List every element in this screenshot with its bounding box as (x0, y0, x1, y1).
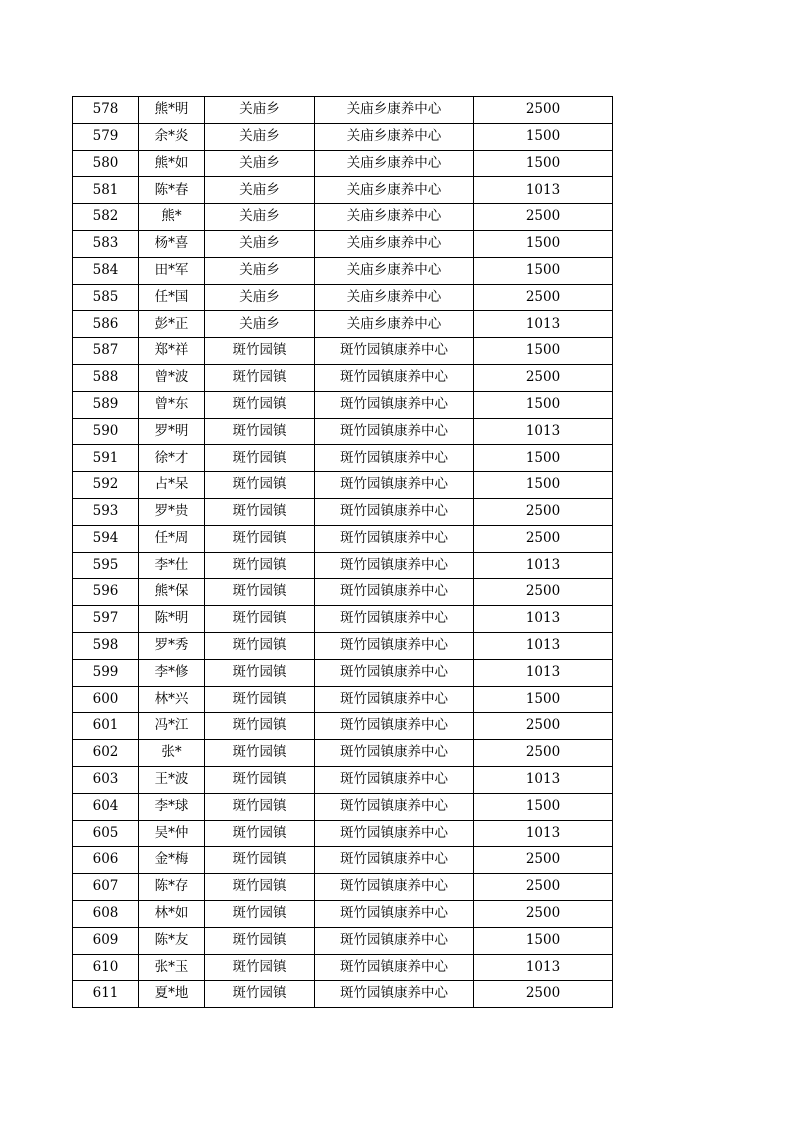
amount-cell: 1013 (474, 632, 613, 659)
town-cell: 斑竹园镇 (205, 364, 315, 391)
amount-cell: 2500 (474, 900, 613, 927)
table-row (73, 498, 613, 525)
row-number-cell: 588 (73, 364, 139, 391)
town-cell: 关庙乡 (205, 257, 315, 284)
care-center-cell: 关庙乡康养中心 (315, 204, 474, 231)
table-row (73, 525, 613, 552)
table-row (73, 123, 613, 150)
person-name-cell: 占*呆 (139, 472, 205, 499)
amount-cell: 2500 (474, 204, 613, 231)
town-cell: 斑竹园镇 (205, 552, 315, 579)
row-number-cell: 584 (73, 257, 139, 284)
person-name-cell: 熊*明 (139, 97, 205, 124)
table-row (73, 713, 613, 740)
care-center-cell: 斑竹园镇康养中心 (315, 552, 474, 579)
person-name-cell: 罗*贵 (139, 498, 205, 525)
amount-cell: 1013 (474, 177, 613, 204)
table-row (73, 632, 613, 659)
row-number-cell: 596 (73, 579, 139, 606)
row-number-cell: 602 (73, 740, 139, 767)
care-center-cell: 斑竹园镇康养中心 (315, 874, 474, 901)
amount-cell: 2500 (474, 713, 613, 740)
table-row (73, 686, 613, 713)
town-cell: 斑竹园镇 (205, 847, 315, 874)
care-center-cell: 斑竹园镇康养中心 (315, 632, 474, 659)
row-number-cell: 590 (73, 418, 139, 445)
amount-cell: 1500 (474, 123, 613, 150)
table-row (73, 740, 613, 767)
care-center-cell: 关庙乡康养中心 (315, 177, 474, 204)
care-center-cell: 斑竹园镇康养中心 (315, 418, 474, 445)
amount-cell: 2500 (474, 740, 613, 767)
row-number-cell: 583 (73, 230, 139, 257)
care-center-cell: 斑竹园镇康养中心 (315, 900, 474, 927)
amount-cell: 2500 (474, 498, 613, 525)
amount-cell: 2500 (474, 364, 613, 391)
amount-cell: 2500 (474, 847, 613, 874)
table-row (73, 659, 613, 686)
amount-cell: 2500 (474, 284, 613, 311)
row-number-cell: 609 (73, 927, 139, 954)
amount-cell: 1013 (474, 311, 613, 338)
care-center-cell: 斑竹园镇康养中心 (315, 498, 474, 525)
table-row (73, 177, 613, 204)
care-center-cell: 斑竹园镇康养中心 (315, 847, 474, 874)
row-number-cell: 585 (73, 284, 139, 311)
town-cell: 关庙乡 (205, 311, 315, 338)
amount-cell: 1500 (474, 391, 613, 418)
table-row (73, 606, 613, 633)
person-name-cell: 王*波 (139, 766, 205, 793)
town-cell: 斑竹园镇 (205, 525, 315, 552)
person-name-cell: 罗*明 (139, 418, 205, 445)
care-center-cell: 关庙乡康养中心 (315, 257, 474, 284)
care-center-cell: 关庙乡康养中心 (315, 230, 474, 257)
row-number-cell: 592 (73, 472, 139, 499)
town-cell: 斑竹园镇 (205, 338, 315, 365)
table-row (73, 338, 613, 365)
data-table (72, 96, 613, 1008)
town-cell: 斑竹园镇 (205, 498, 315, 525)
care-center-cell: 斑竹园镇康养中心 (315, 820, 474, 847)
table-row (73, 230, 613, 257)
person-name-cell: 张*玉 (139, 954, 205, 981)
care-center-cell: 斑竹园镇康养中心 (315, 606, 474, 633)
table-row (73, 579, 613, 606)
care-center-cell: 关庙乡康养中心 (315, 284, 474, 311)
table-row (73, 257, 613, 284)
row-number-cell: 604 (73, 793, 139, 820)
row-number-cell: 586 (73, 311, 139, 338)
amount-cell: 2500 (474, 97, 613, 124)
town-cell: 关庙乡 (205, 97, 315, 124)
row-number-cell: 600 (73, 686, 139, 713)
person-name-cell: 任*国 (139, 284, 205, 311)
person-name-cell: 郑*祥 (139, 338, 205, 365)
table-row (73, 311, 613, 338)
table-row (73, 820, 613, 847)
care-center-cell: 斑竹园镇康养中心 (315, 981, 474, 1008)
amount-cell: 1500 (474, 257, 613, 284)
table-row (73, 766, 613, 793)
table-row (73, 364, 613, 391)
person-name-cell: 陈*存 (139, 874, 205, 901)
amount-cell: 1500 (474, 338, 613, 365)
table-row (73, 472, 613, 499)
care-center-cell: 斑竹园镇康养中心 (315, 927, 474, 954)
care-center-cell: 斑竹园镇康养中心 (315, 954, 474, 981)
amount-cell: 2500 (474, 525, 613, 552)
row-number-cell: 607 (73, 874, 139, 901)
person-name-cell: 陈*明 (139, 606, 205, 633)
town-cell: 斑竹园镇 (205, 927, 315, 954)
amount-cell: 1500 (474, 472, 613, 499)
care-center-cell: 斑竹园镇康养中心 (315, 713, 474, 740)
row-number-cell: 579 (73, 123, 139, 150)
person-name-cell: 曾*东 (139, 391, 205, 418)
person-name-cell: 熊* (139, 204, 205, 231)
amount-cell: 2500 (474, 579, 613, 606)
row-number-cell: 593 (73, 498, 139, 525)
care-center-cell: 斑竹园镇康养中心 (315, 364, 474, 391)
row-number-cell: 587 (73, 338, 139, 365)
table-row (73, 847, 613, 874)
amount-cell: 2500 (474, 981, 613, 1008)
person-name-cell: 彭*正 (139, 311, 205, 338)
town-cell: 斑竹园镇 (205, 686, 315, 713)
amount-cell: 1500 (474, 230, 613, 257)
town-cell: 斑竹园镇 (205, 418, 315, 445)
town-cell: 斑竹园镇 (205, 659, 315, 686)
person-name-cell: 林*兴 (139, 686, 205, 713)
table-row (73, 391, 613, 418)
table-row (73, 445, 613, 472)
row-number-cell: 580 (73, 150, 139, 177)
row-number-cell: 608 (73, 900, 139, 927)
person-name-cell: 夏*地 (139, 981, 205, 1008)
care-center-cell: 关庙乡康养中心 (315, 97, 474, 124)
town-cell: 关庙乡 (205, 230, 315, 257)
table-row (73, 418, 613, 445)
table-row (73, 793, 613, 820)
care-center-cell: 斑竹园镇康养中心 (315, 391, 474, 418)
amount-cell: 1013 (474, 820, 613, 847)
row-number-cell: 589 (73, 391, 139, 418)
care-center-cell: 斑竹园镇康养中心 (315, 338, 474, 365)
town-cell: 斑竹园镇 (205, 981, 315, 1008)
care-center-cell: 关庙乡康养中心 (315, 311, 474, 338)
care-center-cell: 斑竹园镇康养中心 (315, 686, 474, 713)
amount-cell: 1500 (474, 445, 613, 472)
care-center-cell: 斑竹园镇康养中心 (315, 472, 474, 499)
person-name-cell: 金*梅 (139, 847, 205, 874)
row-number-cell: 598 (73, 632, 139, 659)
amount-cell: 1500 (474, 150, 613, 177)
person-name-cell: 任*周 (139, 525, 205, 552)
row-number-cell: 595 (73, 552, 139, 579)
care-center-cell: 关庙乡康养中心 (315, 123, 474, 150)
person-name-cell: 陈*友 (139, 927, 205, 954)
amount-cell: 1013 (474, 954, 613, 981)
table-row (73, 954, 613, 981)
care-center-cell: 关庙乡康养中心 (315, 150, 474, 177)
town-cell: 斑竹园镇 (205, 793, 315, 820)
amount-cell: 1013 (474, 418, 613, 445)
town-cell: 斑竹园镇 (205, 820, 315, 847)
row-number-cell: 601 (73, 713, 139, 740)
town-cell: 关庙乡 (205, 204, 315, 231)
row-number-cell: 581 (73, 177, 139, 204)
row-number-cell: 603 (73, 766, 139, 793)
person-name-cell: 杨*喜 (139, 230, 205, 257)
person-name-cell: 李*修 (139, 659, 205, 686)
town-cell: 斑竹园镇 (205, 391, 315, 418)
table-row (73, 284, 613, 311)
row-number-cell: 578 (73, 97, 139, 124)
person-name-cell: 熊*保 (139, 579, 205, 606)
amount-cell: 1013 (474, 766, 613, 793)
town-cell: 斑竹园镇 (205, 740, 315, 767)
person-name-cell: 余*炎 (139, 123, 205, 150)
town-cell: 关庙乡 (205, 123, 315, 150)
table-row (73, 97, 613, 124)
row-number-cell: 582 (73, 204, 139, 231)
table-row (73, 204, 613, 231)
person-name-cell: 熊*如 (139, 150, 205, 177)
care-center-cell: 斑竹园镇康养中心 (315, 525, 474, 552)
amount-cell: 1013 (474, 659, 613, 686)
person-name-cell: 吴*仲 (139, 820, 205, 847)
care-center-cell: 斑竹园镇康养中心 (315, 766, 474, 793)
town-cell: 斑竹园镇 (205, 579, 315, 606)
care-center-cell: 斑竹园镇康养中心 (315, 445, 474, 472)
care-center-cell: 斑竹园镇康养中心 (315, 793, 474, 820)
town-cell: 斑竹园镇 (205, 632, 315, 659)
town-cell: 斑竹园镇 (205, 472, 315, 499)
person-name-cell: 李*仕 (139, 552, 205, 579)
amount-cell: 1500 (474, 793, 613, 820)
row-number-cell: 591 (73, 445, 139, 472)
table-row (73, 927, 613, 954)
row-number-cell: 597 (73, 606, 139, 633)
amount-cell: 1013 (474, 552, 613, 579)
person-name-cell: 田*军 (139, 257, 205, 284)
amount-cell: 1500 (474, 927, 613, 954)
care-center-cell: 斑竹园镇康养中心 (315, 579, 474, 606)
town-cell: 关庙乡 (205, 284, 315, 311)
table-row (73, 552, 613, 579)
person-name-cell: 徐*才 (139, 445, 205, 472)
row-number-cell: 605 (73, 820, 139, 847)
town-cell: 斑竹园镇 (205, 606, 315, 633)
amount-cell: 1500 (474, 686, 613, 713)
row-number-cell: 610 (73, 954, 139, 981)
person-name-cell: 陈*春 (139, 177, 205, 204)
town-cell: 斑竹园镇 (205, 900, 315, 927)
person-name-cell: 林*如 (139, 900, 205, 927)
care-center-cell: 斑竹园镇康养中心 (315, 659, 474, 686)
person-name-cell: 冯*江 (139, 713, 205, 740)
table-row (73, 900, 613, 927)
town-cell: 斑竹园镇 (205, 713, 315, 740)
town-cell: 斑竹园镇 (205, 445, 315, 472)
row-number-cell: 606 (73, 847, 139, 874)
person-name-cell: 曾*波 (139, 364, 205, 391)
table-row (73, 981, 613, 1008)
row-number-cell: 611 (73, 981, 139, 1008)
row-number-cell: 599 (73, 659, 139, 686)
town-cell: 斑竹园镇 (205, 954, 315, 981)
person-name-cell: 张* (139, 740, 205, 767)
town-cell: 关庙乡 (205, 177, 315, 204)
row-number-cell: 594 (73, 525, 139, 552)
amount-cell: 1013 (474, 606, 613, 633)
person-name-cell: 李*球 (139, 793, 205, 820)
table-body (73, 97, 613, 1008)
care-center-cell: 斑竹园镇康养中心 (315, 740, 474, 767)
table-row (73, 150, 613, 177)
person-name-cell: 罗*秀 (139, 632, 205, 659)
town-cell: 关庙乡 (205, 150, 315, 177)
amount-cell: 2500 (474, 874, 613, 901)
town-cell: 斑竹园镇 (205, 766, 315, 793)
town-cell: 斑竹园镇 (205, 874, 315, 901)
table-row (73, 874, 613, 901)
